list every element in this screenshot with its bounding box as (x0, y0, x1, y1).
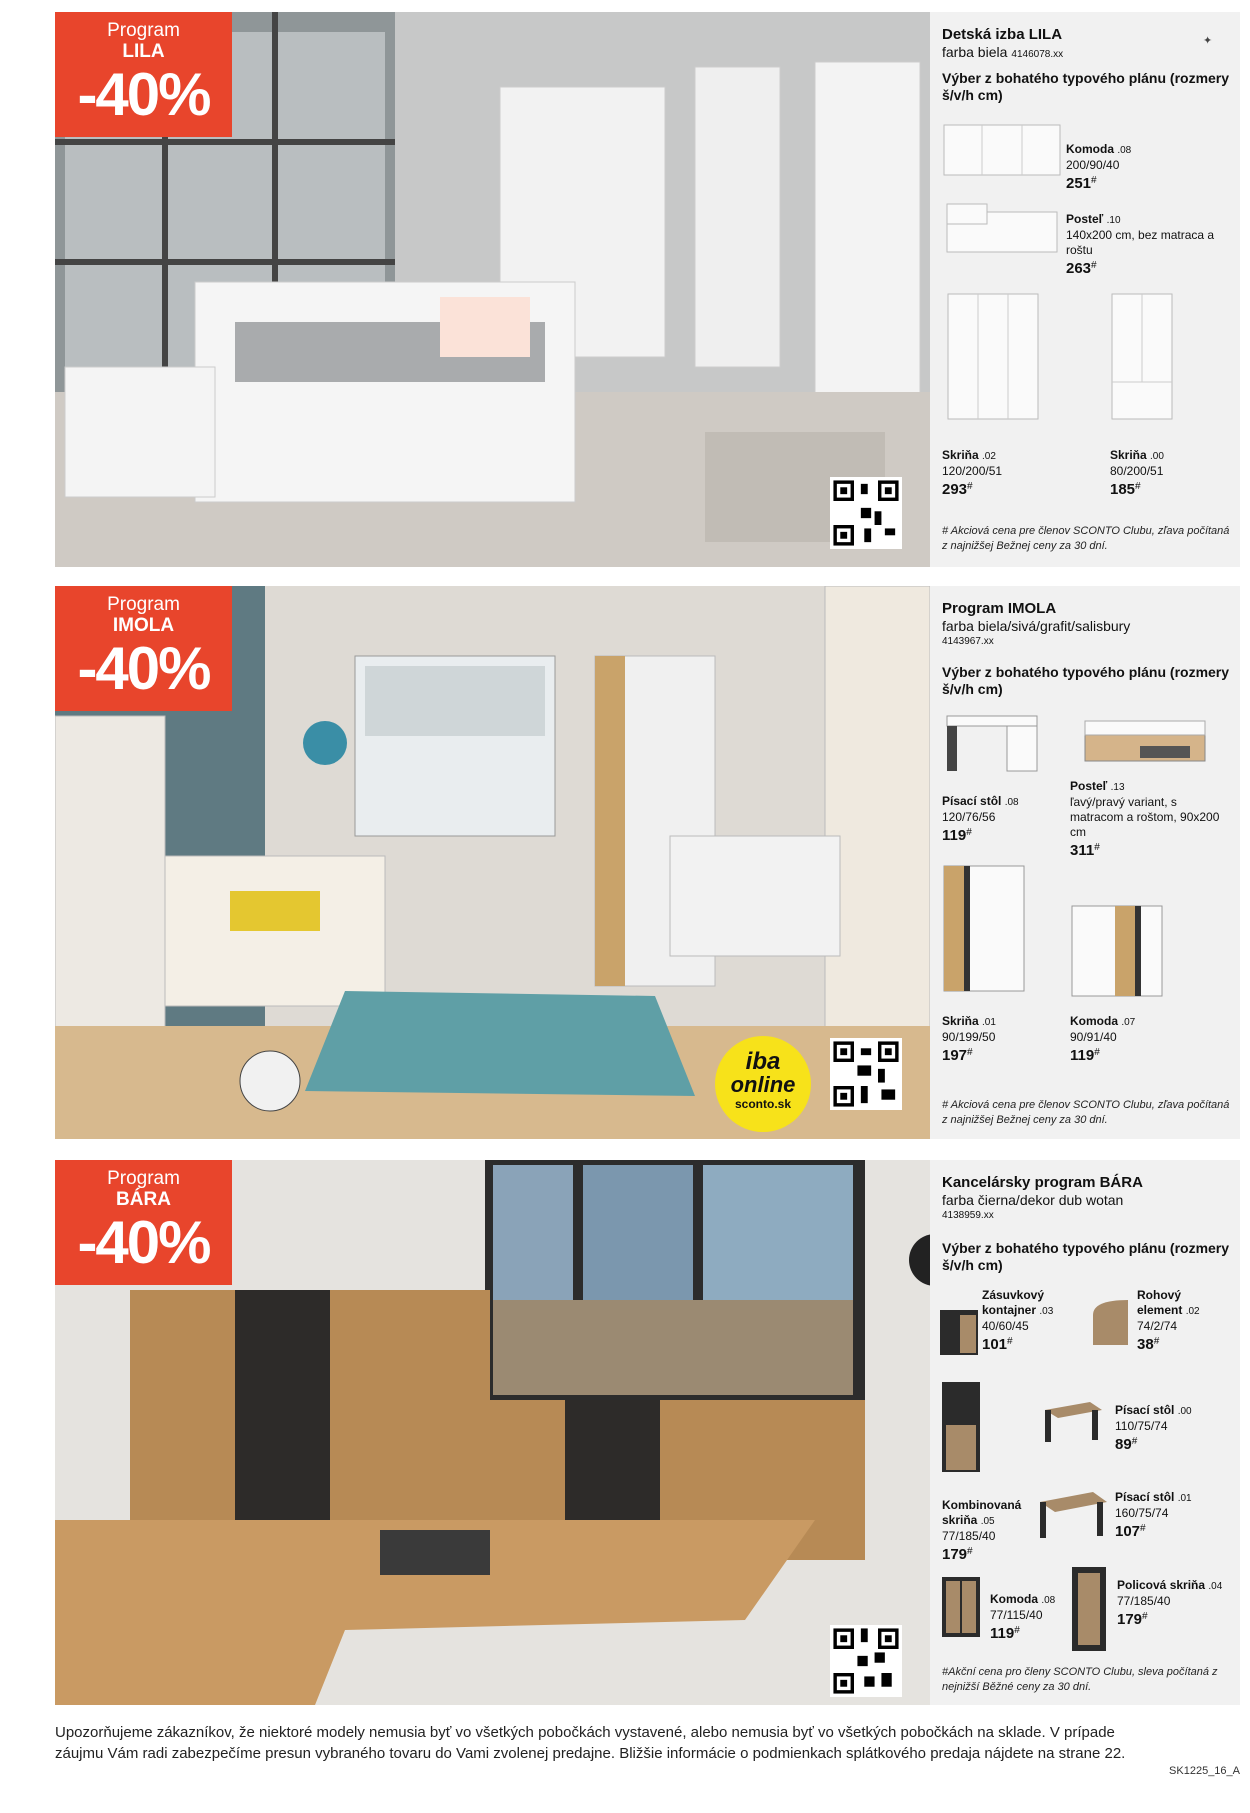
desk-thumbnail (942, 711, 1042, 776)
program-color: farba biela 4146078.xx (942, 44, 1064, 60)
online-only-badge[interactable]: iba online sconto.sk (715, 1036, 811, 1132)
wardrobe-thumbnail (942, 864, 1027, 994)
program-color: farba biela/sivá/grafit/salisbury (942, 618, 1131, 634)
shelf-wardrobe-thumbnail (1070, 1565, 1110, 1655)
footnote: # Akciová cena pre členov SCONTO Clubu, zľava počítaná z najnižšej Bežnej ceny za 30 dní. (942, 525, 1230, 552)
promo-program-label: Program (107, 1168, 180, 1189)
product-item: Rohový element .02 74/2/74 38# (1137, 1288, 1200, 1353)
promo-badge (55, 12, 232, 137)
drawer-container-thumbnail (938, 1305, 983, 1360)
product-panel (930, 586, 1240, 1139)
footnote: #Akční cena pro členy SCONTO Clubu, sleva počítaná z nejnižší Běžné ceny za 30 dní. (942, 1666, 1218, 1693)
product-item: Písací stôl .00 110/75/74 89# (1115, 1403, 1192, 1453)
program-code: 4138959.xx (942, 1210, 994, 1221)
promo-discount: -40% (77, 635, 210, 702)
program-title: Kancelársky program BÁRA (942, 1174, 1143, 1191)
select-note: Výber z bohatého typového plánu (rozmery š/v/h cm) (942, 664, 1230, 697)
star-icon: ✦ (1203, 35, 1213, 47)
promo-program-label: Program (107, 594, 180, 615)
product-item: Posteľ .13 ľavý/pravý variant, s matracom a roštom, 90x200 cm 311# (1070, 779, 1220, 859)
dresser-thumbnail (942, 120, 1062, 180)
dresser-thumbnail (940, 1575, 985, 1640)
bed-thumbnail (942, 202, 1062, 267)
section-imola (55, 586, 1240, 1139)
corner-element-thumbnail (1088, 1295, 1133, 1350)
wardrobe-thumbnail (1110, 292, 1175, 422)
section-lila (55, 12, 1240, 567)
dresser-thumbnail (1070, 904, 1165, 999)
program-color: farba čierna/dekor dub wotan (942, 1192, 1124, 1208)
product-item: Komoda .07 90/91/40 119# (1070, 1014, 1136, 1064)
page-code: SK1225_16_A (1169, 1765, 1240, 1777)
product-item: Kombinovaná skriňa .05 77/185/40 179# (942, 1498, 1022, 1563)
desk-thumbnail (1040, 1400, 1105, 1450)
promo-program-name: LILA (122, 41, 165, 62)
qr-code[interactable] (830, 477, 902, 549)
product-item: Zásuvkový kontajner .03 40/60/45 101# (982, 1288, 1054, 1353)
qr-code[interactable] (830, 1038, 902, 1110)
wardrobe-thumbnail (946, 292, 1041, 422)
product-item: Posteľ .10 140x200 cm, bez matraca a roštu 263# (1066, 212, 1215, 277)
program-title: Detská izba LILA (942, 26, 1063, 43)
promo-badge (55, 1160, 232, 1285)
footer-disclaimer: Upozorňujeme zákazníkov, že niektoré modely nemusia byť vo všetkých pobočkách vystavené, alebo nemusia byť vo všetkých pobočkách na sklade. V prípade záujmu Vám radi zabezpečíme presun vybraného tovaru do Vami zvolenej predajne. Bližšie informácie o podmienkach splátkového predaja nájdete na strane 22. (55, 1724, 1126, 1762)
section-bara (55, 1160, 1240, 1705)
bed-thumbnail (1080, 711, 1210, 771)
promo-discount: -40% (77, 1209, 210, 1276)
combined-wardrobe-thumbnail (940, 1380, 985, 1475)
product-item: Skriňa .01 90/199/50 197# (942, 1014, 996, 1064)
product-item: Policová skriňa .04 77/185/40 179# (1117, 1578, 1223, 1628)
promo-program-label: Program (107, 20, 180, 41)
product-panel (930, 1160, 1240, 1705)
product-item: Písací stôl .08 120/76/56 119# (942, 794, 1019, 844)
promo-program-name: BÁRA (116, 1189, 171, 1210)
program-title: Program IMOLA (942, 600, 1057, 617)
qr-code[interactable] (830, 1625, 902, 1697)
program-code: 4143967.xx (942, 636, 994, 647)
promo-program-name: IMOLA (112, 615, 175, 636)
product-item: Skriňa .02 120/200/51 293# (942, 448, 1003, 498)
select-note: Výber z bohatého typového plánu (rozmery š/v/h cm) (942, 1240, 1230, 1273)
product-item: Skriňa .00 80/200/51 185# (1110, 448, 1164, 498)
promo-badge (55, 586, 232, 711)
footnote: # Akciová cena pre členov SCONTO Clubu, zľava počítaná z najnižšej Bežnej ceny za 30 dní. (942, 1099, 1230, 1126)
select-note: Výber z bohatého typového plánu (rozmery š/v/h cm) (942, 70, 1230, 103)
desk-thumbnail (1035, 1490, 1110, 1545)
product-item: Komoda .08 200/90/40 251# (1066, 142, 1132, 192)
promo-discount: -40% (77, 61, 210, 128)
product-panel (930, 12, 1240, 567)
product-item: Komoda .08 77/115/40 119# (990, 1592, 1056, 1642)
product-item: Písací stôl .01 160/75/74 107# (1115, 1490, 1192, 1540)
